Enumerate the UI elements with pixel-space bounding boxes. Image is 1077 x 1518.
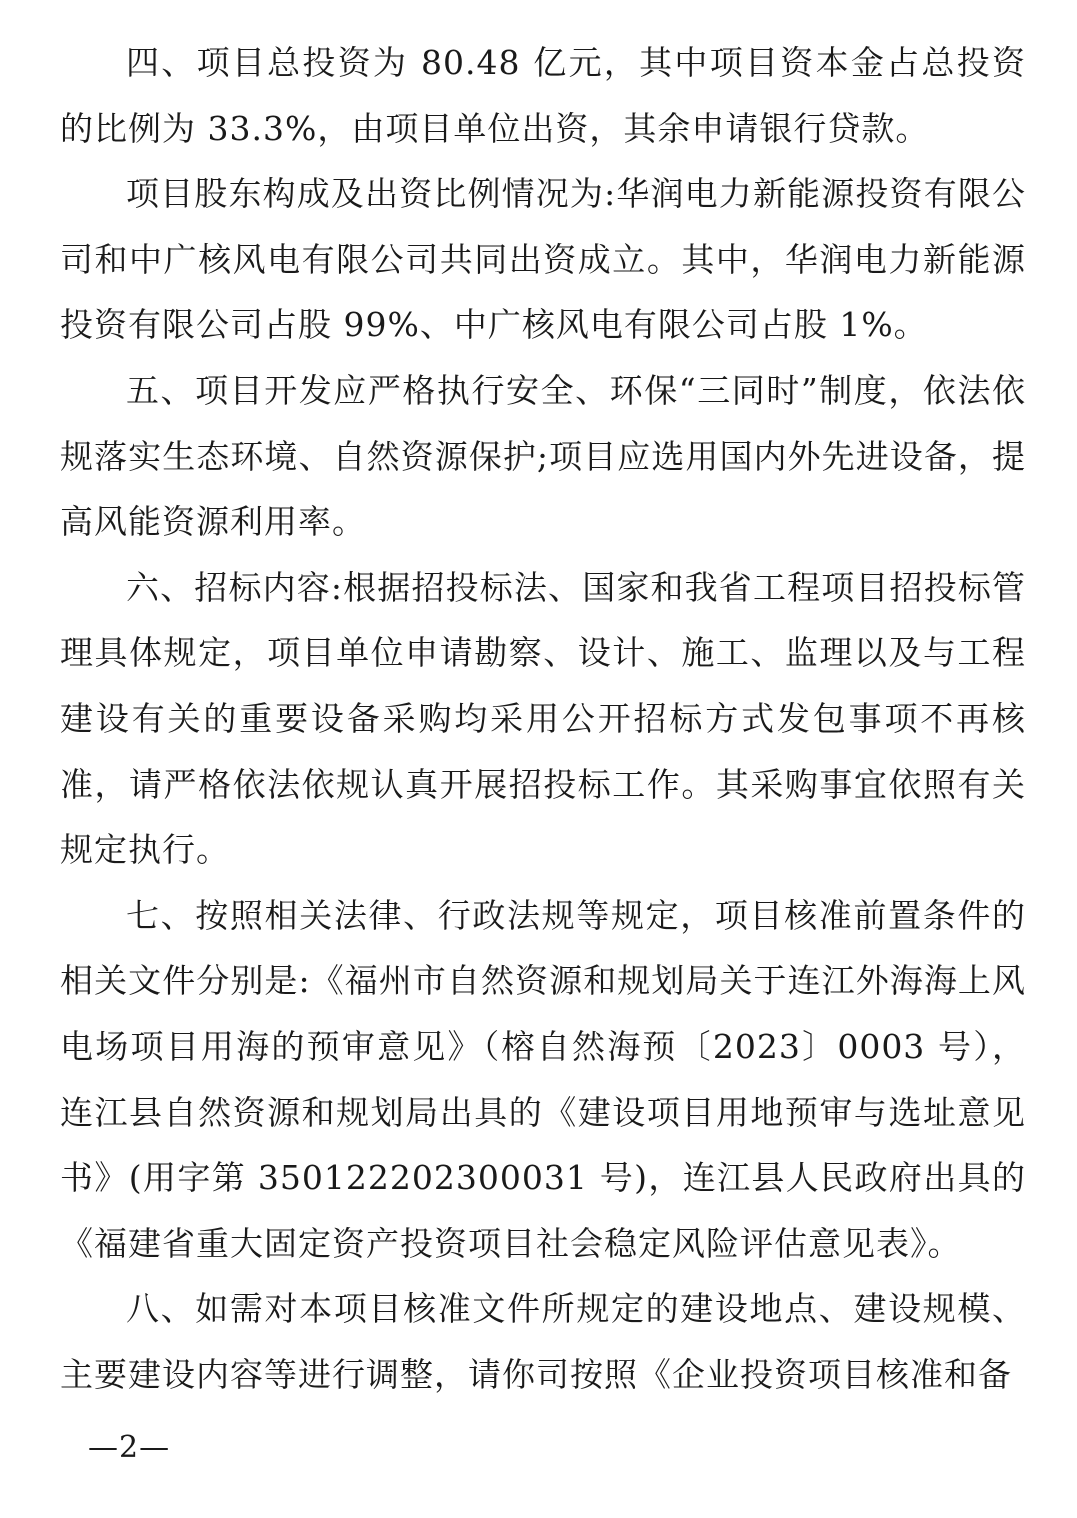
paragraph-shareholders: 项目股东构成及出资比例情况为:华润电力新能源投资有限公司和中广核风电有限公司共同出资成立。其中，华润电力新能源投资有限公司占股 99%、中广核风电有限公司占股 1%。 [60,174,1026,345]
paragraph-investment: 四、项目总投资为 80.48 亿元，其中项目资本金占总投资的比例为 33.3%，由项目单位出资，其余申请银行贷款。 [60,43,1026,148]
paragraph-bidding: 六、招标内容:根据招投标法、国家和我省工程项目招投标管理具体规定，项目单位申请勘察、设计、施工、监理以及与工程建设有关的重要设备采购均采用公开招标方式发包事项不再核准，请严格依法依规认真开展招投标工作。其采购事宜依照有关规定执行。 [60,567,1026,870]
paragraph-adjustment: 八、如需对本项目核准文件所规定的建设地点、建设规模、主要建设内容等进行调整，请你司按照《企业投资项目核准和备 [60,1289,1026,1394]
paragraph-safety-environment: 五、项目开发应严格执行安全、环保“三同时”制度，依法依规落实生态环境、自然资源保护;项目应选用国内外先进设备，提高风能资源利用率。 [60,370,1026,542]
paragraph-prerequisite-documents: 七、按照相关法律、行政法规等规定，项目核准前置条件的相关文件分别是:《福州市自然资源和规划局关于连江外海海上风电场项目用海的预审意见》（榕自然海预〔2023〕0003 号），连江县自然资源和规划局出具的《建设项目用地预审与选址意见书》(用字第 350122202300031 号)，连江县人民政府出具的《福建省重大固定资产投资项目社会稳定风险评估意见表》。 [60,895,1026,1263]
document-body [60,30,1026,1407]
page-number: —2— [88,1430,171,1465]
